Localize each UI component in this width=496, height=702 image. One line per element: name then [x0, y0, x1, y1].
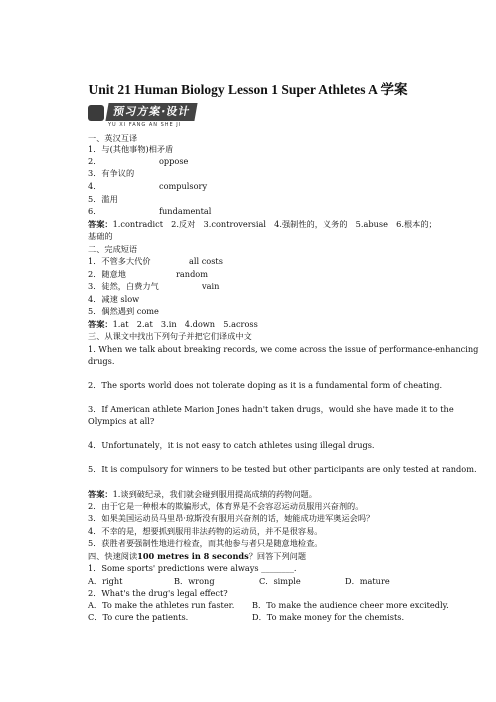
s3-q1: 1. When we talk about breaking records, we come across the issue of performance-enhancing: [88, 344, 479, 354]
option-d: D．mature: [345, 576, 390, 586]
banner-subtitle: YU XI FANG AN SHE JI: [108, 122, 182, 128]
s3-q5: 5．It is compulsory for winners to be tested but other participants are only tested at random.: [88, 464, 477, 474]
s1-item-4: 4． compulsory: [88, 181, 208, 191]
s2-item-5: 5．偶然遇到 come: [88, 306, 159, 316]
option-a: A．To make the athletes run faster.: [88, 600, 235, 610]
s1-item-5: 5．滥用: [88, 194, 118, 204]
s4-q2: 2．What's the drug's legal effect?: [88, 588, 228, 598]
option-c: C．simple: [259, 576, 301, 586]
option-c: C．To cure the patients.: [88, 612, 189, 622]
s2-heading: 二、完成短语: [88, 244, 138, 254]
s2-item-2: 2．随意地 random: [88, 269, 209, 279]
section-banner: [88, 103, 218, 131]
s1-item-6: 6． fundamental: [88, 206, 212, 216]
s3-q1-cont: drugs.: [88, 356, 115, 366]
s4-q1: 1．Some sports' predictions were always ________.: [88, 563, 297, 573]
s3-q3-cont: Olympics at all?: [88, 416, 155, 426]
s1-item-1: 1．与(其他事物)相矛盾: [88, 144, 174, 154]
option-a: A．right: [88, 576, 123, 586]
page-title: Unit 21 Human Biology Lesson 1 Super Athletes A 学案: [88, 82, 408, 97]
s1-answer-cont: 基础的: [88, 231, 113, 241]
s1-item-3: 3．有争议的: [88, 168, 135, 178]
s1-heading: 一、英汉互译: [88, 133, 138, 143]
s3-answer-1: 答案：1.谈到破纪录，我们就会碰到服用提高成绩的药物问题。: [88, 489, 317, 499]
s2-item-3: 3．徒然，白费力气 vain: [88, 281, 220, 291]
s3-answer-4: 4．不幸的是，想要抓到服用非法药物的运动员，并不是很容易。: [88, 526, 323, 536]
s3-heading: 三、从课文中找出下列句子并把它们译成中文: [88, 331, 252, 341]
s3-q3: 3．If American athlete Marion Jones hadn't taken drugs，would she have made it to the: [88, 404, 454, 414]
option-d: D．To make money for the chemists.: [252, 612, 405, 622]
s1-item-2: 2． oppose: [88, 156, 189, 166]
s2-answer: 答案：1.at 2.at 3.in 4.down 5.across: [88, 319, 258, 329]
s2-item-1: 1．不管多大代价 all costs: [88, 256, 223, 266]
option-b: B．wrong: [174, 576, 215, 586]
s3-q2: 2．The sports world does not tolerate doping as it is a fundamental form of cheating.: [88, 380, 443, 390]
banner-pencil-icon: [88, 105, 104, 121]
s3-answer-2: 2．由于它是一种根本的欺骗形式，体育界是不会容忍运动员服用兴奋剂的。: [88, 501, 364, 511]
s3-answer-3: 3．如果美国运动员马里昂·琼斯没有服用兴奋剂的话，她能成功进军奥运会吗？: [88, 513, 375, 523]
option-b: B．To make the audience cheer more excitedly.: [252, 600, 449, 610]
s4-heading: 四、快速阅读100 metres in 8 seconds？回答下列问题: [88, 551, 307, 561]
s1-answer: 答案：1.contradict 2.反对 3.controversial 4.强制性的，义务的 5.abuse 6.根本的；: [88, 219, 437, 229]
s3-answer-5: 5．获胜者要强制性地进行检查，而其他参与者只是随意地检查。: [88, 538, 323, 548]
s2-item-4: 4．减速 slow: [88, 294, 140, 304]
s3-q4: 4．Unfortunately，it is not easy to catch athletes using illegal drugs.: [88, 440, 375, 450]
banner-title: 预习方案·设计: [105, 103, 197, 121]
